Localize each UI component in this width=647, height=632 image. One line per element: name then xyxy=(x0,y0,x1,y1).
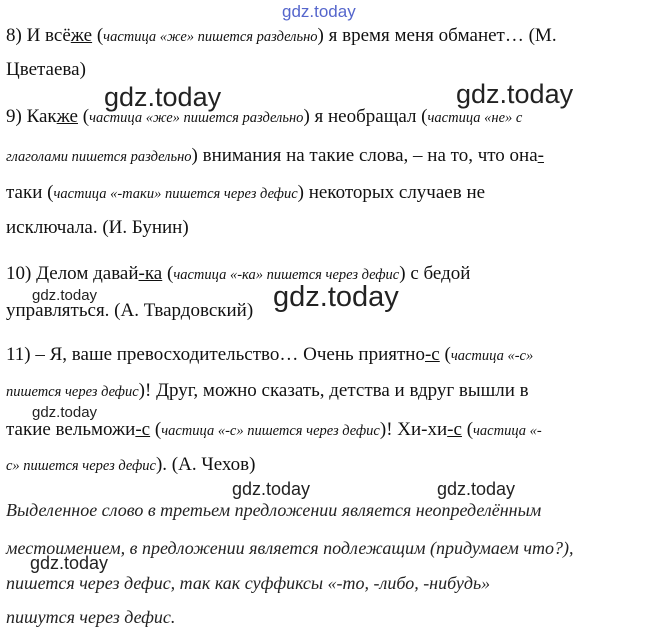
line-content: 8) И всёже (частица «же» пишется раздельно) я время меня обманет… (М. xyxy=(6,25,557,46)
text-line: Цветаева) xyxy=(6,59,86,80)
conclusion-line: пишется через дефис, так как суффиксы «-то, -либо, -нибудь» xyxy=(6,573,491,593)
text-line: управляться. (А. Твардовский) xyxy=(6,300,254,321)
watermark: gdz.today xyxy=(273,281,399,313)
conclusion-line: Выделенное слово в третьем предложении является неопределённым xyxy=(6,500,542,520)
text-line: такие вельможи-с (частица «-с» пишется через дефис)! Хи-хи-с (частица «- xyxy=(6,419,542,440)
watermark: gdz.today xyxy=(32,404,98,421)
watermark: gdz.today xyxy=(232,479,311,499)
text-line: 11) – Я, ваше превосходительство… Очень приятно-с (частица «-с» xyxy=(6,344,534,365)
conclusion-line: местоимением, в предложении является подлежащим (придумаем что?), xyxy=(6,538,574,558)
text-line: 9) Какже (частица «же» пишется раздельно) я необращал (частица «не» с xyxy=(6,106,523,127)
text-line: таки (частица «-таки» пишется через дефис) некоторых случаев не xyxy=(6,182,486,203)
text-line: пишется через дефис)! Друг, можно сказать, детства и вдруг вышли в xyxy=(6,380,529,401)
watermark: gdz.today xyxy=(30,553,109,573)
conclusion-line: пишутся через дефис. xyxy=(6,607,176,627)
watermark: gdz.today xyxy=(32,287,98,304)
text-line: исключала. (И. Бунин) xyxy=(6,217,189,238)
text-line xyxy=(6,23,641,50)
watermark: gdz.today xyxy=(104,82,222,112)
watermark-top: gdz.today xyxy=(282,2,356,21)
watermark: gdz.today xyxy=(437,479,516,499)
watermark: gdz.today xyxy=(456,79,574,109)
text-line: с» пишется через дефис). (А. Чехов) xyxy=(6,454,256,475)
text-line: 10) Делом давай-ка (частица «-ка» пишется через дефис) с бедой xyxy=(6,263,471,284)
text-line: глаголами пишется раздельно) внимания на такие слова, – на то, что она- xyxy=(6,145,544,166)
